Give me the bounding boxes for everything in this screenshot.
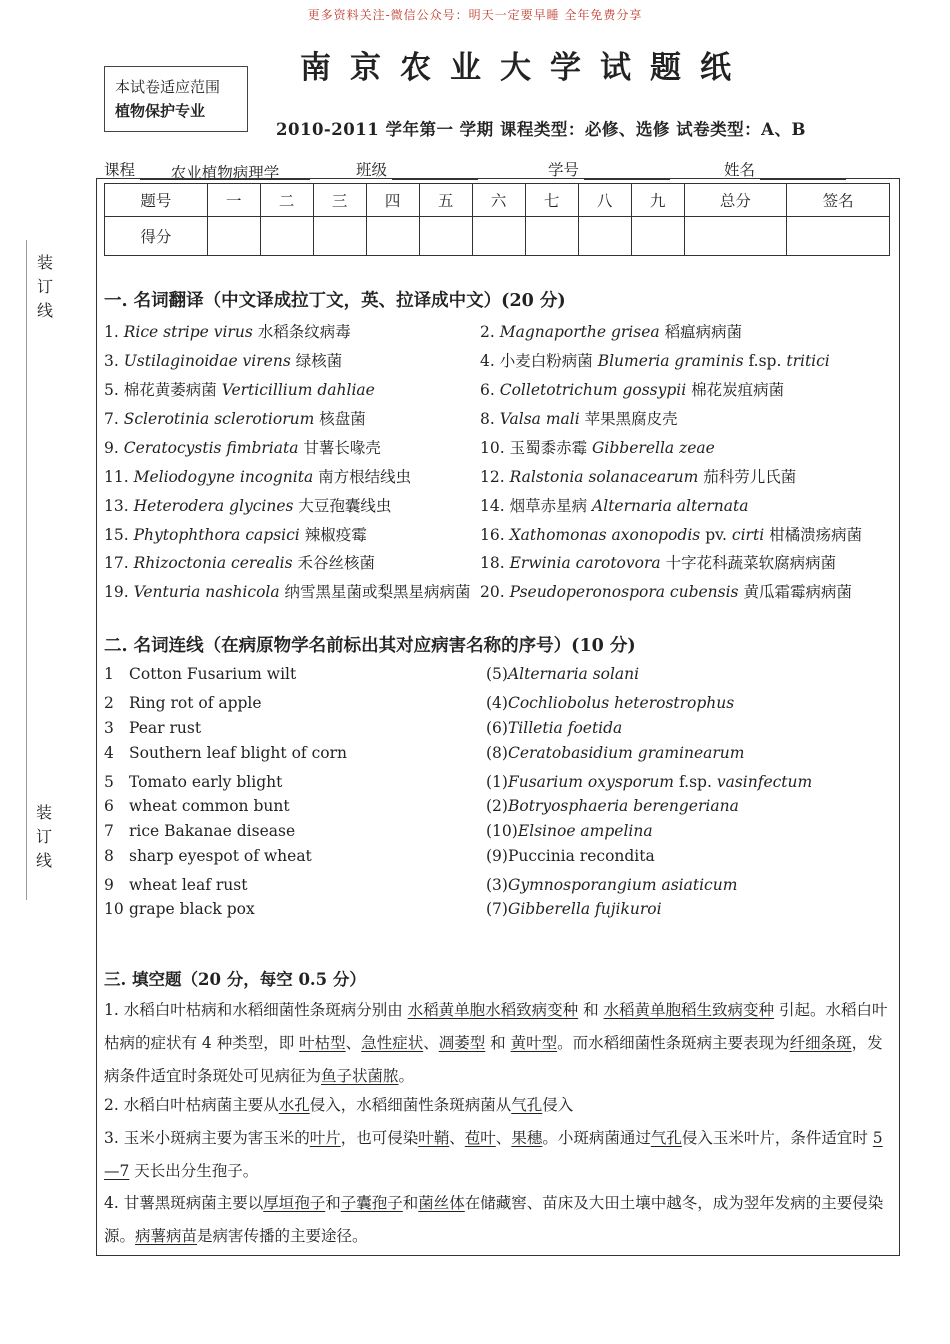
latin-name: Pseudoperonospora cubensis xyxy=(509,583,739,601)
q1-text: 。 xyxy=(398,1067,415,1085)
score-header-cell: 七 xyxy=(525,184,578,217)
disease-item xyxy=(104,847,312,865)
q3-text: ，也可侵染 xyxy=(340,1129,419,1147)
answer-number: (4) xyxy=(486,694,508,712)
disease-number: 5 xyxy=(104,773,114,791)
q1-text: 和 xyxy=(485,1034,511,1052)
score-header-cell: 四 xyxy=(366,184,419,217)
score-header-cell: 总分 xyxy=(684,184,787,217)
latin-epithet: tritici xyxy=(786,352,830,370)
page-title: 南京农业大学试题纸 xyxy=(300,50,750,86)
latin-name: Meliodogyne incognita xyxy=(133,468,314,486)
translation-item xyxy=(480,349,830,371)
q4-blank: 菌丝体 xyxy=(418,1194,465,1212)
answer-number: (9) xyxy=(486,847,508,865)
binding-char: 装 xyxy=(36,803,53,822)
latin-name: Alternaria alternata xyxy=(592,497,749,515)
q3-blank: 气孔 xyxy=(650,1129,682,1147)
pathogen-name: Fusarium oxysporum xyxy=(507,773,675,791)
score-cell xyxy=(313,217,366,256)
latin-name: Colletotrichum gossypii xyxy=(499,381,687,399)
latin-name: Heterodera glycines xyxy=(133,497,294,515)
score-cell xyxy=(419,217,472,256)
answer-number: (2) xyxy=(486,797,508,815)
pathogen-item xyxy=(486,694,734,712)
q3-blank: 苞叶 xyxy=(464,1129,496,1147)
disease-name: Ring rot of apple xyxy=(129,694,262,712)
score-cell xyxy=(207,217,260,256)
disease-name: wheat common bunt xyxy=(129,797,290,815)
item-number: 13. xyxy=(104,497,129,515)
q4-blank: 子囊孢子 xyxy=(340,1194,403,1212)
disease-name: Cotton Fusarium wilt xyxy=(129,665,297,683)
score-cell xyxy=(578,217,631,256)
translation-item xyxy=(104,349,342,371)
latin-name: Blumeria graminis xyxy=(597,352,744,370)
item-number: 10. xyxy=(480,439,505,457)
item-number: 17. xyxy=(104,554,129,572)
pathogen-item xyxy=(486,719,622,737)
pathogen-item xyxy=(486,822,653,840)
q1-blank: 叶枯型 xyxy=(299,1034,346,1052)
id-field xyxy=(548,158,670,180)
question-3 xyxy=(104,1122,894,1188)
disease-name: Tomato early blight xyxy=(129,773,283,791)
q1-text: 、 xyxy=(423,1034,439,1052)
score-header-cell: 一 xyxy=(207,184,260,217)
disease-number: 3 xyxy=(104,719,114,737)
scope-line2: 植物保护专业 xyxy=(115,102,206,120)
disease-name: sharp eyespot of wheat xyxy=(129,847,312,865)
binding-char: 线 xyxy=(37,301,54,320)
scope-line1: 本试卷适应范围 xyxy=(115,78,221,96)
item-number: 7. xyxy=(104,410,119,428)
latin-name: Phytophthora capsici xyxy=(133,526,300,544)
disease-number: 10 xyxy=(104,900,124,918)
score-header-cell: 题号 xyxy=(105,184,208,217)
latin-name: Ceratocystis fimbriata xyxy=(123,439,299,457)
course-value: 农业植物病理学 xyxy=(140,161,310,180)
section1-title: 一. 名词翻译（中文译成拉丁文，英、拉译成中文）(20 分) xyxy=(104,291,566,311)
score-cell xyxy=(787,217,890,256)
course-label: 课程 xyxy=(104,161,136,179)
pathogen-name: Botryosphaeria berengeriana xyxy=(507,797,739,815)
chinese-name: 小麦白粉病菌 xyxy=(499,352,593,370)
disease-item xyxy=(104,876,247,894)
q3-blank: 果穗 xyxy=(511,1129,543,1147)
item-number: 9. xyxy=(104,439,119,457)
chinese-name: 棉花黄萎病菌 xyxy=(123,381,217,399)
exam-subtitle: 2010-2011 学年第一 学期 课程类型：必修、选修 试卷类型：A、B xyxy=(276,120,806,139)
score-value-row xyxy=(105,217,890,256)
rank-abbrev: f.sp. xyxy=(748,352,782,370)
latin-name: Xathomonas axonopodis xyxy=(509,526,701,544)
q1-blank: 急性症状 xyxy=(361,1034,424,1052)
translation-item xyxy=(480,465,796,487)
promo-banner: 更多资料关注-微信公众号：明天一定要早睡 全年免费分享 xyxy=(307,8,643,22)
binding-char: 装 xyxy=(37,253,54,272)
answer-number: (8) xyxy=(486,744,508,762)
latin-epithet: cirti xyxy=(731,526,765,544)
disease-number: 4 xyxy=(104,744,114,762)
chinese-name: 绿核菌 xyxy=(295,352,343,370)
q3-text: 天长出分生孢子。 xyxy=(129,1162,259,1180)
translation-item xyxy=(480,494,748,516)
disease-item xyxy=(104,665,296,683)
latin-name: Rice stripe virus xyxy=(123,323,253,341)
score-cell xyxy=(366,217,419,256)
translation-item xyxy=(480,407,678,429)
disease-item xyxy=(104,719,201,737)
disease-name: rice Bakanae disease xyxy=(129,822,296,840)
item-number: 8. xyxy=(480,410,495,428)
score-header-cell: 五 xyxy=(419,184,472,217)
chinese-name: 大豆孢囊线虫 xyxy=(298,497,392,515)
chinese-name: 禾谷丝核菌 xyxy=(297,554,376,572)
answer-number: (3) xyxy=(486,876,508,894)
question-4 xyxy=(104,1187,894,1253)
translation-item xyxy=(480,378,784,400)
disease-item xyxy=(104,773,282,791)
pathogen-item xyxy=(486,876,737,894)
item-number: 14. xyxy=(480,497,505,515)
item-number: 2. xyxy=(480,323,495,341)
q3-blank: 叶鞘 xyxy=(418,1129,450,1147)
q3-text: 。小斑病菌通过 xyxy=(542,1129,651,1147)
disease-number: 6 xyxy=(104,797,114,815)
q3-blank: 5—7 xyxy=(104,1129,883,1180)
chinese-name: 烟草赤星病 xyxy=(509,497,588,515)
q3-text: 3. 玉米小斑病主要为害玉米的 xyxy=(104,1129,310,1147)
item-number: 20. xyxy=(480,583,505,601)
translation-item xyxy=(480,551,836,573)
disease-number: 1 xyxy=(104,665,114,683)
disease-name: grape black pox xyxy=(129,900,255,918)
answer-number: (7) xyxy=(486,900,508,918)
translation-item xyxy=(480,523,862,545)
answer-number: (6) xyxy=(486,719,508,737)
name-label: 姓名 xyxy=(724,161,756,179)
latin-name: Ralstonia solanacearum xyxy=(509,468,699,486)
pathogen-name: Tilletia foetida xyxy=(507,719,623,737)
disease-name: wheat leaf rust xyxy=(129,876,248,894)
q1-blank: 鱼子状菌脓 xyxy=(321,1067,399,1085)
binding-line-bottom xyxy=(26,790,68,880)
chinese-name: 稻瘟病病菌 xyxy=(664,323,743,341)
translation-item xyxy=(104,436,381,458)
item-number: 3. xyxy=(104,352,119,370)
q4-text: 是病害传播的主要途径。 xyxy=(197,1227,368,1245)
chinese-name: 南方根结线虫 xyxy=(318,468,412,486)
latin-name: Gibberella zeae xyxy=(592,439,715,457)
score-header-cell: 三 xyxy=(313,184,366,217)
pathogen-name: Gibberella fujikuroi xyxy=(507,900,662,918)
q1-text: ，发病条件适宜时条斑处可见病征为 xyxy=(104,1034,883,1085)
pathogen-name: Ceratobasidium graminearum xyxy=(507,744,745,762)
binding-line-top xyxy=(26,240,69,330)
translation-item xyxy=(104,580,471,602)
item-number: 18. xyxy=(480,554,505,572)
pathogen-name: Gymnosporangium asiaticum xyxy=(507,876,738,894)
item-number: 11. xyxy=(104,468,129,486)
latin-name: Venturia nashicola xyxy=(133,583,280,601)
latin-name: Magnaporthe grisea xyxy=(499,323,660,341)
disease-item xyxy=(104,744,347,762)
translation-item xyxy=(480,436,715,458)
answer-number: (10) xyxy=(486,822,518,840)
translation-item xyxy=(480,320,742,342)
translation-item xyxy=(104,465,411,487)
q1-text: 。而水稻细菌性条斑病主要表现为 xyxy=(557,1034,790,1052)
question-1 xyxy=(104,994,894,1093)
section3-title: 三. 填空题（20 分，每空 0.5 分） xyxy=(104,970,366,989)
score-header-cell: 六 xyxy=(472,184,525,217)
score-row-label: 得分 xyxy=(105,217,208,256)
score-cell xyxy=(684,217,787,256)
score-cell xyxy=(631,217,684,256)
latin-name: Verticillium dahliae xyxy=(221,381,375,399)
q1-blank: 水稻黄单胞水稻致病变种 xyxy=(407,1001,579,1019)
disease-number: 7 xyxy=(104,822,114,840)
q4-text: 在储藏窖、苗床及大田土壤中越冬，成为翌年发病的主要侵染源。 xyxy=(104,1194,884,1245)
q1-blank: 水稻黄单胞稻生致病变种 xyxy=(603,1001,775,1019)
score-cell xyxy=(472,217,525,256)
chinese-name: 柑橘溃疡病菌 xyxy=(769,526,863,544)
chinese-name: 十字花科蔬菜软腐病病菌 xyxy=(665,554,837,572)
q2-blank: 气孔 xyxy=(511,1096,543,1114)
q1-text: 、 xyxy=(345,1034,362,1052)
q2-text: 侵入，水稻细菌性条斑病菌从 xyxy=(309,1096,512,1114)
binding-char: 线 xyxy=(36,851,53,870)
chinese-name: 棉花炭疽病菌 xyxy=(691,381,785,399)
answer-number: (1) xyxy=(486,773,508,791)
item-number: 19. xyxy=(104,583,129,601)
disease-item xyxy=(104,900,255,918)
q1-text: 引起。水稻白叶枯病的症状有 4 种类型，即 xyxy=(104,1001,888,1052)
score-cell xyxy=(260,217,313,256)
score-header-cell: 二 xyxy=(260,184,313,217)
q2-text: 2. 水稻白叶枯病菌主要从 xyxy=(104,1096,279,1114)
chinese-name: 玉蜀黍赤霉 xyxy=(509,439,588,457)
q1-blank: 黄叶型 xyxy=(510,1034,558,1052)
chinese-name: 苹果黑腐皮壳 xyxy=(584,410,678,428)
q3-blank: 叶片 xyxy=(309,1129,341,1147)
disease-name: Pear rust xyxy=(129,719,202,737)
binding-char: 订 xyxy=(37,277,54,296)
section2-title: 二. 名词连线（在病原物学名前标出其对应病害名称的序号）(10 分) xyxy=(104,636,636,656)
item-number: 12. xyxy=(480,468,505,486)
pathogen-name: Elsinoe ampelina xyxy=(517,822,653,840)
score-table xyxy=(104,183,890,256)
item-number: 16. xyxy=(480,526,505,544)
q1-text: 和 xyxy=(578,1001,604,1019)
q1-text: 1. 水稻白叶枯病和水稻细菌性条斑病分别由 xyxy=(104,1001,408,1019)
score-header-cell: 八 xyxy=(578,184,631,217)
pathogen-name: Cochliobolus heterostrophus xyxy=(507,694,735,712)
latin-name: Rhizoctonia cerealis xyxy=(133,554,293,572)
translation-item xyxy=(104,407,366,429)
scope-box xyxy=(104,66,248,132)
chinese-name: 甘薯长喙壳 xyxy=(303,439,381,457)
translation-item xyxy=(480,580,852,602)
rank-abbrev: f.sp. xyxy=(678,773,712,791)
disease-item xyxy=(104,822,295,840)
translation-item xyxy=(104,551,375,573)
disease-number: 2 xyxy=(104,694,114,712)
translation-item xyxy=(104,494,391,516)
q3-text: 、 xyxy=(495,1129,512,1147)
class-label: 班级 xyxy=(356,161,388,179)
translation-item xyxy=(104,320,351,342)
q3-text: 、 xyxy=(449,1129,465,1147)
course-field xyxy=(104,158,310,180)
score-cell xyxy=(525,217,578,256)
latin-epithet: vasinfectum xyxy=(716,773,813,791)
pathogen-item xyxy=(486,744,745,762)
pathogen-item xyxy=(486,773,812,791)
translation-item xyxy=(104,523,367,545)
item-number: 15. xyxy=(104,526,129,544)
q4-text: 和 xyxy=(402,1194,419,1212)
score-header-row xyxy=(105,184,890,217)
latin-name: Ustilaginoidae virens xyxy=(123,352,291,370)
disease-number: 8 xyxy=(104,847,114,865)
answer-number: (5) xyxy=(486,665,508,683)
disease-item xyxy=(104,797,290,815)
pathogen-name: Alternaria solani xyxy=(507,665,640,683)
item-number: 5. xyxy=(104,381,119,399)
q1-blank: 纤细条斑 xyxy=(789,1034,852,1052)
chinese-name: 水稻条纹病毒 xyxy=(257,323,351,341)
item-number: 6. xyxy=(480,381,495,399)
question-2 xyxy=(104,1089,894,1122)
pathogen-name: Puccinia recondita xyxy=(507,847,655,865)
disease-item xyxy=(104,694,262,712)
latin-name: Sclerotinia sclerotiorum xyxy=(123,410,315,428)
q1-blank: 凋萎型 xyxy=(438,1034,486,1052)
q4-text: 4. 甘薯黑斑病菌主要以 xyxy=(104,1194,264,1212)
item-number: 4. xyxy=(480,352,495,370)
chinese-name: 茄科劳儿氏菌 xyxy=(703,468,797,486)
id-label: 学号 xyxy=(548,161,580,179)
chinese-name: 纳雪黑星菌或梨黑星病病菌 xyxy=(284,583,471,601)
score-header-cell: 九 xyxy=(631,184,684,217)
chinese-name: 核盘菌 xyxy=(319,410,366,428)
chinese-name: 辣椒疫霉 xyxy=(304,526,367,544)
latin-name: Erwinia carotovora xyxy=(509,554,661,572)
q4-blank: 病薯病苗 xyxy=(135,1227,198,1245)
pathogen-item xyxy=(486,665,639,683)
latin-name: Valsa mali xyxy=(499,410,580,428)
q3-text: 侵入玉米叶片，条件适宜时 xyxy=(681,1129,873,1147)
binding-char: 订 xyxy=(36,827,53,846)
pathogen-item xyxy=(486,847,655,865)
q2-blank: 水孔 xyxy=(278,1096,310,1114)
disease-name: Southern leaf blight of corn xyxy=(129,744,347,762)
pathogen-item xyxy=(486,797,739,815)
item-number: 1. xyxy=(104,323,119,341)
q2-text: 侵入 xyxy=(542,1096,574,1114)
pathogen-item xyxy=(486,900,662,918)
q4-blank: 厚垣孢子 xyxy=(263,1194,326,1212)
q4-text: 和 xyxy=(325,1194,341,1212)
disease-number: 9 xyxy=(104,876,114,894)
rank-abbrev: pv. xyxy=(705,526,727,544)
translation-item xyxy=(104,378,375,400)
name-field xyxy=(724,158,846,180)
class-field xyxy=(356,158,478,180)
score-header-cell: 签名 xyxy=(787,184,890,217)
chinese-name: 黄瓜霜霉病病菌 xyxy=(743,583,852,601)
